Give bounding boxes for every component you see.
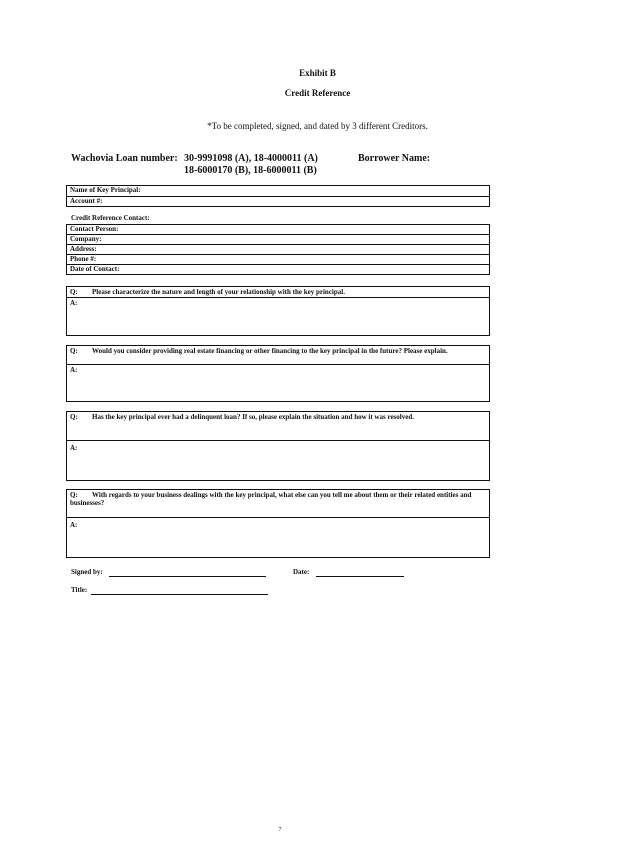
loan-numbers-line1: 30-9991098 (A), 18-4000011 (A) — [184, 153, 318, 164]
borrower-name-label: Borrower Name: — [358, 153, 431, 164]
question-2-label: Q: — [70, 347, 78, 355]
answer-4-label: A: — [70, 521, 78, 529]
contact-box — [66, 224, 490, 275]
question-2-text: Would you consider providing real estate financing or other financing to the key principal in the future? Please explain. — [92, 347, 448, 355]
question-1-text: Please characterize the nature and length of your relationship with the key principal. — [92, 288, 345, 296]
date-of-contact-field[interactable]: Date of Contact: — [70, 265, 120, 273]
question-2 — [67, 346, 489, 365]
contact-person-field[interactable]: Contact Person: — [67, 225, 489, 235]
date-label: Date: — [293, 568, 310, 576]
signed-by-label: Signed by: — [71, 568, 103, 576]
principal-box — [66, 185, 490, 207]
answer-3-label: A: — [70, 444, 78, 452]
key-principal-field[interactable]: Name of Key Principal: — [67, 186, 489, 197]
question-box-2 — [66, 345, 490, 402]
address-field[interactable]: Address: — [67, 245, 489, 255]
loan-number-label: Wachovia Loan number: — [71, 153, 178, 164]
credit-reference-contact-label: Credit Reference Contact: — [71, 214, 150, 222]
question-1-label: Q: — [70, 288, 78, 296]
title-line[interactable] — [91, 594, 268, 595]
question-1 — [67, 287, 489, 298]
company-field[interactable]: Company: — [67, 235, 489, 245]
question-4 — [67, 490, 489, 518]
question-3-label: Q: — [70, 413, 78, 421]
question-4-label: Q: — [70, 491, 78, 499]
loan-numbers-line2: 18-6000170 (B), 18-6000011 (B) — [184, 165, 317, 176]
question-box-3 — [66, 411, 490, 481]
phone-field[interactable]: Phone #: — [67, 255, 489, 265]
instruction-text: *To be completed, signed, and dated by 3 different Creditors. — [207, 121, 428, 131]
document-subtitle: Credit Reference — [284, 88, 351, 98]
question-3 — [67, 412, 489, 441]
document-title: Exhibit B — [299, 68, 336, 78]
account-number-field[interactable]: Account #: — [70, 197, 103, 205]
question-4-text: With regards to your business dealings with the key principal, what else can you tell me about them or their related entities and businesses? — [70, 491, 472, 507]
question-box-4 — [66, 489, 490, 558]
page-number: 7 — [278, 827, 282, 833]
loan-numbers — [184, 153, 318, 177]
answer-1-label: A: — [70, 299, 78, 307]
title-label: Title: — [71, 586, 88, 594]
question-3-text: Has the key principal ever had a delinquent loan? If so, please explain the situation and how it was resolved. — [92, 413, 414, 421]
answer-2-label: A: — [70, 366, 78, 374]
signed-by-line[interactable] — [109, 576, 266, 577]
date-line[interactable] — [316, 576, 404, 577]
question-box-1 — [66, 286, 490, 336]
